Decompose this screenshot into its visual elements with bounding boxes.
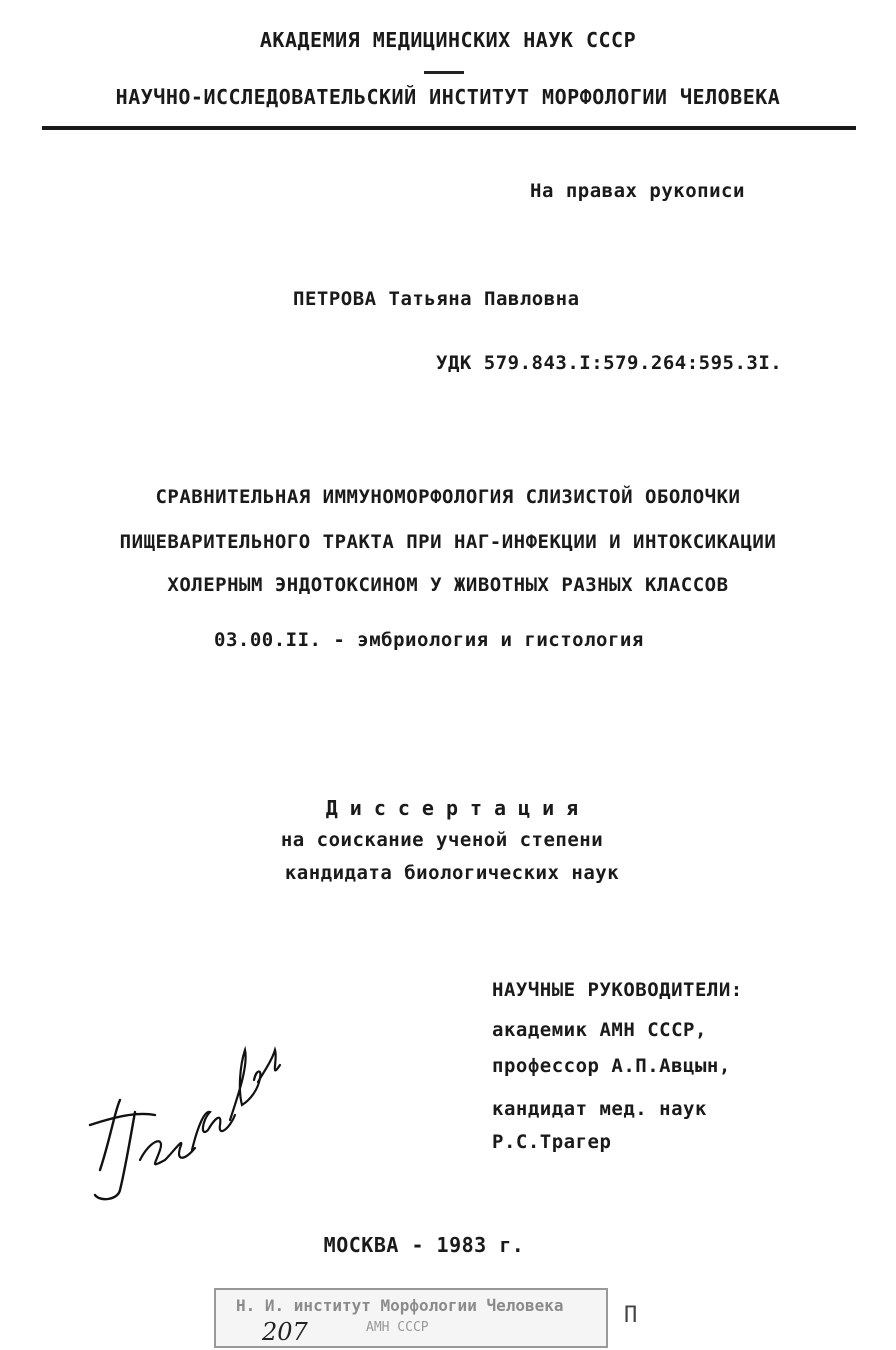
inventory-number: 207 <box>262 1318 308 1346</box>
stamp-academy-text: АМН СССР <box>366 1320 429 1335</box>
header-divider <box>42 126 856 130</box>
udc-code: УДК 579.843.I:579.264:595.3I. <box>436 352 783 374</box>
header-short-divider <box>424 71 464 74</box>
institute-name: НАУЧНО-ИССЛЕДОВАТЕЛЬСКИЙ ИНСТИТУТ МОРФОЛОГИИ ЧЕЛОВЕКА <box>115 85 781 109</box>
author-name: ПЕТРОВА Татьяна Павловна <box>293 288 580 310</box>
dissertation-degree-line: кандидата биологических наук <box>284 862 620 884</box>
supervisor-line: профессор А.П.Авцын, <box>492 1055 731 1077</box>
title-line: СРАВНИТЕЛЬНАЯ ИММУНОМОРФОЛОГИЯ СЛИЗИСТОЙ ОБОЛОЧКИ <box>155 486 741 508</box>
city-year: МОСКВА - 1983 г. <box>323 1233 525 1257</box>
supervisor-line: кандидат мед. наук <box>492 1098 707 1120</box>
supervisor-line: Р.С.Трагер <box>492 1131 612 1153</box>
manuscript-note: На правах рукописи <box>530 180 745 202</box>
supervisors-heading: НАУЧНЫЕ РУКОВОДИТЕЛИ: <box>492 979 743 1001</box>
academy-name: АКАДЕМИЯ МЕДИЦИНСКИХ НАУК СССР <box>259 28 637 52</box>
title-line: ПИЩЕВАРИТЕЛЬНОГО ТРАКТА ПРИ НАГ-ИНФЕКЦИИ И ИНТОКСИКАЦИИ <box>119 531 777 553</box>
supervisor-line: академик АМН СССР, <box>492 1019 707 1041</box>
dissertation-degree-line: на соискание ученой степени <box>280 829 604 851</box>
stamp-institute-text: Н. И. институт Морфологии Человека <box>236 1296 564 1315</box>
dissertation-heading: Диссертация <box>325 796 591 820</box>
title-line: ХОЛЕРНЫМ ЭНДОТОКСИНОМ У ЖИВОТНЫХ РАЗНЫХ КЛАССОВ <box>167 574 729 596</box>
handwritten-signature <box>80 1020 290 1210</box>
stamp-mark: П <box>624 1303 638 1328</box>
specialty-code: 03.00.II. - эмбриология и гистология <box>214 629 644 651</box>
